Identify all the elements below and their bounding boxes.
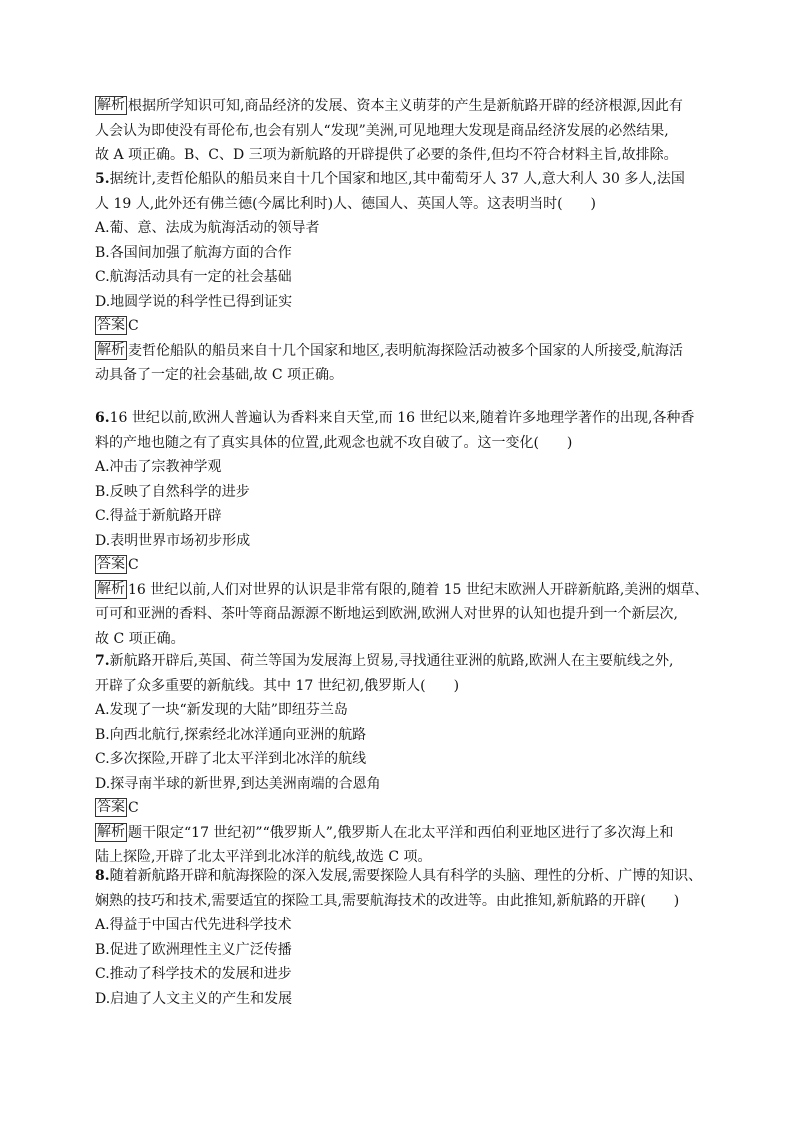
q6-analysis-line-2: 可可和亚洲的香料、茶叶等商品源源不断地运到欧洲,欧洲人对世界的认知也提升到一个新层次, xyxy=(95,606,678,622)
q4-analysis-line-3: 故 A 项正确。B、C、D 三项为新航路的开辟提供了必要的条件,但均不符合材料主旨,故排除。 xyxy=(95,147,678,163)
q5-option-d: D.地圆学说的科学性已得到证实 xyxy=(95,293,293,310)
question-6 xyxy=(95,406,710,651)
q8-stem-line-1: 随着新航路开辟和航海探险的深入发展,需要探险人具有科学的头脑、理性的分析、广博的知识、 xyxy=(109,868,703,884)
q4-analysis xyxy=(95,94,710,168)
q5-stem-line-1: 据统计,麦哲伦船队的船员来自十几个国家和地区,其中葡萄牙人 37 人,意大利人 30 多人,法国 xyxy=(109,171,685,187)
question-7 xyxy=(95,649,710,870)
q5-number: 5. xyxy=(95,171,110,187)
q5-option-c: C.航海活动具有一定的社会基础 xyxy=(95,269,292,285)
q4-analysis-line-2: 人会认为即使没有哥伦布,也会有别人“发现”美洲,可见地理大发现是商品经济发展的必然结果, xyxy=(95,122,669,139)
answer-tag: 答案 xyxy=(97,556,125,572)
q5-stem-line-2: 人 19 人,此外还有佛兰德(今属比利时)人、德国人、英国人等。这表明当时( ) xyxy=(95,195,597,212)
q7-analysis-line-1: 题干限定“17 世纪初”“俄罗斯人”,俄罗斯人在北太平洋和西伯利亚地区进行了多次海上和 xyxy=(128,824,674,841)
q6-answer: C xyxy=(128,557,139,573)
question-5 xyxy=(95,167,710,388)
q7-analysis-line-2: 陆上探险,开辟了北太平洋到北冰洋的航线,故选 C 项。 xyxy=(95,849,432,865)
q8-option-d: D.启迪了人文主义的产生和发展 xyxy=(95,990,293,1007)
q7-number: 7. xyxy=(95,653,110,669)
q6-stem-line-1: 16 世纪以前,欧洲人普遍认为香料来自天堂,而 16 世纪以来,随着许多地理学著作的出现,各种香 xyxy=(109,410,695,426)
question-8 xyxy=(95,864,710,1011)
q4-analysis-line-1: 根据所学知识可知,商品经济的发展、资本主义萌芽的产生是新航路开辟的经济根源,因此有 xyxy=(128,98,683,114)
q8-stem-line-2: 娴熟的技巧和技术,需要适宜的探险工具,需要航海技术的改进等。由此推知,新航路的开辟( ) xyxy=(95,892,680,909)
q7-option-d: D.探寻南半球的新世界,到达美洲南端的合恩角 xyxy=(95,775,381,792)
analysis-tag: 解析 xyxy=(97,823,125,840)
answer-tag: 答案 xyxy=(97,799,125,815)
q5-answer: C xyxy=(128,318,139,334)
q8-option-c: C.推动了科学技术的发展和进步 xyxy=(95,966,292,982)
q8-option-b: B.促进了欧洲理性主义广泛传播 xyxy=(95,941,292,958)
analysis-tag: 解析 xyxy=(97,580,125,597)
analysis-tag: 解析 xyxy=(97,97,125,113)
q7-stem-line-1: 新航路开辟后,英国、荷兰等国为发展海上贸易,寻找通往亚洲的航路,欧洲人在主要航线之外, xyxy=(109,653,674,669)
answer-tag: 答案 xyxy=(97,317,125,333)
q6-analysis-line-3: 故 C 项正确。 xyxy=(95,630,185,647)
q5-analysis-line-2: 动具备了一定的社会基础,故 C 项正确。 xyxy=(95,367,344,383)
analysis-tag: 解析 xyxy=(97,341,125,358)
q5-option-a: A.葡、意、法成为航海活动的领导者 xyxy=(95,220,320,236)
q6-analysis-line-1: 16 世纪以前,人们对世界的认识是非常有限的,随着 15 世纪末欧洲人开辟新航路,美洲的烟草、 xyxy=(128,581,709,598)
q6-stem-line-2: 料的产地也随之有了真实具体的位置,此观念也就不攻自破了。这一变化( ) xyxy=(95,434,573,451)
q5-analysis-line-1: 麦哲伦船队的船员来自十几个国家和地区,表明航海探险活动被多个国家的人所接受,航海活 xyxy=(128,342,683,359)
q6-option-c: C.得益于新航路开辟 xyxy=(95,508,222,524)
q7-option-b: B.向西北航行,探索经北冰洋通向亚洲的航路 xyxy=(95,726,367,743)
q6-number: 6. xyxy=(95,410,110,426)
q6-option-d: D.表明世界市场初步形成 xyxy=(95,532,251,549)
q7-answer: C xyxy=(128,800,139,816)
q7-option-c: C.多次探险,开辟了北太平洋到北冰洋的航线 xyxy=(95,751,367,767)
q7-option-a: A.发现了一块“新发现的大陆”即纽芬兰岛 xyxy=(95,702,348,718)
q7-stem-line-2: 开辟了众多重要的新航线。其中 17 世纪初,俄罗斯人( ) xyxy=(95,677,460,694)
q6-option-a: A.冲击了宗教神学观 xyxy=(95,459,222,475)
q8-option-a: A.得益于中国古代先进科学技术 xyxy=(95,917,292,933)
q8-number: 8. xyxy=(95,868,110,884)
q5-option-b: B.各国间加强了航海方面的合作 xyxy=(95,244,292,261)
q6-option-b: B.反映了自然科学的进步 xyxy=(95,483,250,500)
